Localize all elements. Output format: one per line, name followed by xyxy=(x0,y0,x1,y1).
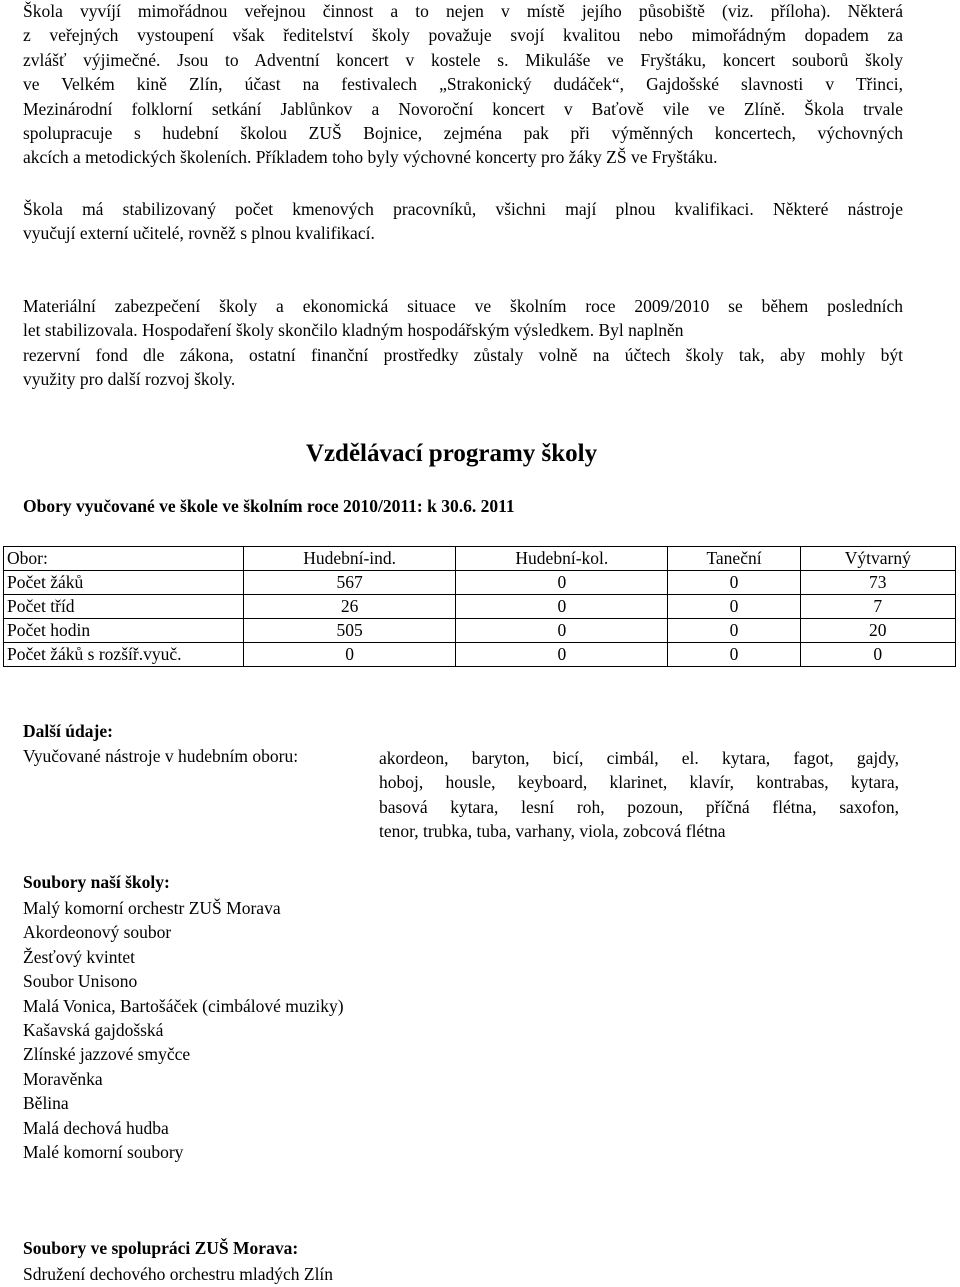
text-line: Škola má stabilizovaný počet kmenových pracovníků, všichni mají plnou kvalifikaci. Některé nástroje xyxy=(23,199,903,219)
text-line: využity pro další rozvoj školy. xyxy=(23,369,236,390)
list-item: Malý komorní orchestr ZUŠ Morava xyxy=(23,898,281,918)
table-cell: Počet hodin xyxy=(4,619,244,643)
table-cell: 0 xyxy=(244,643,456,667)
text-line: spolupracuje s hudební školou ZUŠ Bojnice, zejména pak při výměnných koncertech, výchovných xyxy=(23,123,903,144)
text-line: Materiální zabezpečení školy a ekonomická situace ve školním roce 2009/2010 se během posledních xyxy=(23,296,903,316)
text-line: zvlášť výjimečné. Jsou to Adventní koncert v kostele s. Mikuláše ve Fryštáku, koncert souborů školy xyxy=(23,49,903,70)
table-cell: Počet tříd xyxy=(4,595,244,619)
table-cell: 26 xyxy=(244,595,456,619)
table-cell: 7 xyxy=(800,595,955,619)
text-line: Mezinárodní folklorní setkání Jablůnkov a Novoroční koncert v Baťově vile ve Zlíně. Škola trvale xyxy=(23,98,903,119)
paragraph-public-activities xyxy=(23,0,903,170)
text-line: z veřejných vystoupení však ředitelství školy považuje svojí kvalitou nebo mimořádným dopadem za xyxy=(23,25,903,46)
instruments-line: basová kytara, lesní roh, pozoun, příčná flétna, saxofon, xyxy=(379,796,899,817)
list-item: Malá Vonica, Bartošáček (cimbálové muziky) xyxy=(23,995,344,1016)
header-cell: Hudební-kol. xyxy=(456,547,668,571)
table-cell: 0 xyxy=(668,619,800,643)
table-cell: 0 xyxy=(456,595,668,619)
header-cell: Obor: xyxy=(4,547,244,571)
instruments-label: Vyučované nástroje v hudebním oboru: xyxy=(23,746,299,766)
ensembles-heading: Soubory naší školy: xyxy=(23,872,170,892)
table-cell: 0 xyxy=(668,571,800,595)
table-cell: 0 xyxy=(456,643,668,667)
table-cell: Počet žáků s rozšíř.vyuč. xyxy=(4,643,244,667)
ensembles-list xyxy=(23,896,344,1164)
text-line: let stabilizovala. Hospodaření školy skončilo kladným hospodářským výsledkem. Byl naplněn xyxy=(23,320,684,341)
table-row xyxy=(4,595,956,619)
paragraph-staff xyxy=(23,197,903,246)
header-cell: Hudební-ind. xyxy=(244,547,456,571)
fields-stats-table xyxy=(3,546,956,667)
list-item: Bělina xyxy=(23,1093,69,1114)
section-title: Vzdělávací programy školy xyxy=(305,440,598,467)
paragraph-finances xyxy=(23,294,903,392)
table-cell: 567 xyxy=(244,571,456,595)
table-row xyxy=(4,571,956,595)
table-header-row xyxy=(4,547,956,571)
list-item: Kašavská gajdošská xyxy=(23,1020,164,1041)
list-item: Malé komorní soubory xyxy=(23,1142,184,1163)
header-cell: Taneční xyxy=(668,547,800,571)
table-row xyxy=(4,643,956,667)
text-line: akcích a metodických školeních. Příkladem toho byly výchovné koncerty pro žáky ZŠ ve Fryštáku. xyxy=(23,147,718,168)
list-item: Akordeonový soubor xyxy=(23,922,172,943)
header-cell: Výtvarný xyxy=(800,547,955,571)
text-line: Škola vyvíjí mimořádnou veřejnou činnost a to nejen v místě jejího působiště (viz. příloha). Některá xyxy=(23,1,903,21)
table-cell: 0 xyxy=(456,619,668,643)
table-cell: 0 xyxy=(456,571,668,595)
table-cell: 0 xyxy=(800,643,955,667)
table-row xyxy=(4,619,956,643)
table-cell: 20 xyxy=(800,619,955,643)
list-item: Žesťový kvintet xyxy=(23,946,135,967)
instruments-list xyxy=(379,746,899,844)
text-line: ve Velkém kině Zlín, účast na festivalech „Strakonický dudáček“, Gajdošské slavnosti v Třinci, xyxy=(23,74,903,95)
list-item: Zlínské jazzové smyčce xyxy=(23,1044,191,1065)
cooperation-heading: Soubory ve spolupráci ZUŠ Morava: xyxy=(23,1238,299,1258)
table-cell: 0 xyxy=(668,643,800,667)
instruments-line: tenor, trubka, tuba, varhany, viola, zobcová flétna xyxy=(379,821,726,842)
table-cell: Počet žáků xyxy=(4,571,244,595)
table-cell: 0 xyxy=(668,595,800,619)
list-item: Moravěnka xyxy=(23,1068,103,1089)
table-cell: 73 xyxy=(800,571,955,595)
table-subtitle: Obory vyučované ve škole ve školním roce 2010/2011: k 30.6. 2011 xyxy=(23,496,515,516)
list-item: Malá dechová hudba xyxy=(23,1117,169,1138)
cooperation-list xyxy=(23,1262,333,1286)
instruments-line: hoboj, housle, keyboard, klarinet, klavír, kontrabas, kytara, xyxy=(379,772,899,793)
text-line: rezervní fond dle zákona, ostatní finanční prostředky zůstaly volně na účtech školy tak, aby mohly být xyxy=(23,344,903,365)
instruments-line: akordeon, baryton, bicí, cimbál, el. kytara, fagot, gajdy, xyxy=(379,748,899,768)
extra-info-heading: Další údaje: xyxy=(23,721,113,741)
text-line: vyučují externí učitelé, rovněž s plnou kvalifikací. xyxy=(23,223,375,244)
list-item: Sdružení dechového orchestru mladých Zlín xyxy=(23,1264,334,1284)
list-item: Soubor Unisono xyxy=(23,971,138,992)
table-cell: 505 xyxy=(244,619,456,643)
